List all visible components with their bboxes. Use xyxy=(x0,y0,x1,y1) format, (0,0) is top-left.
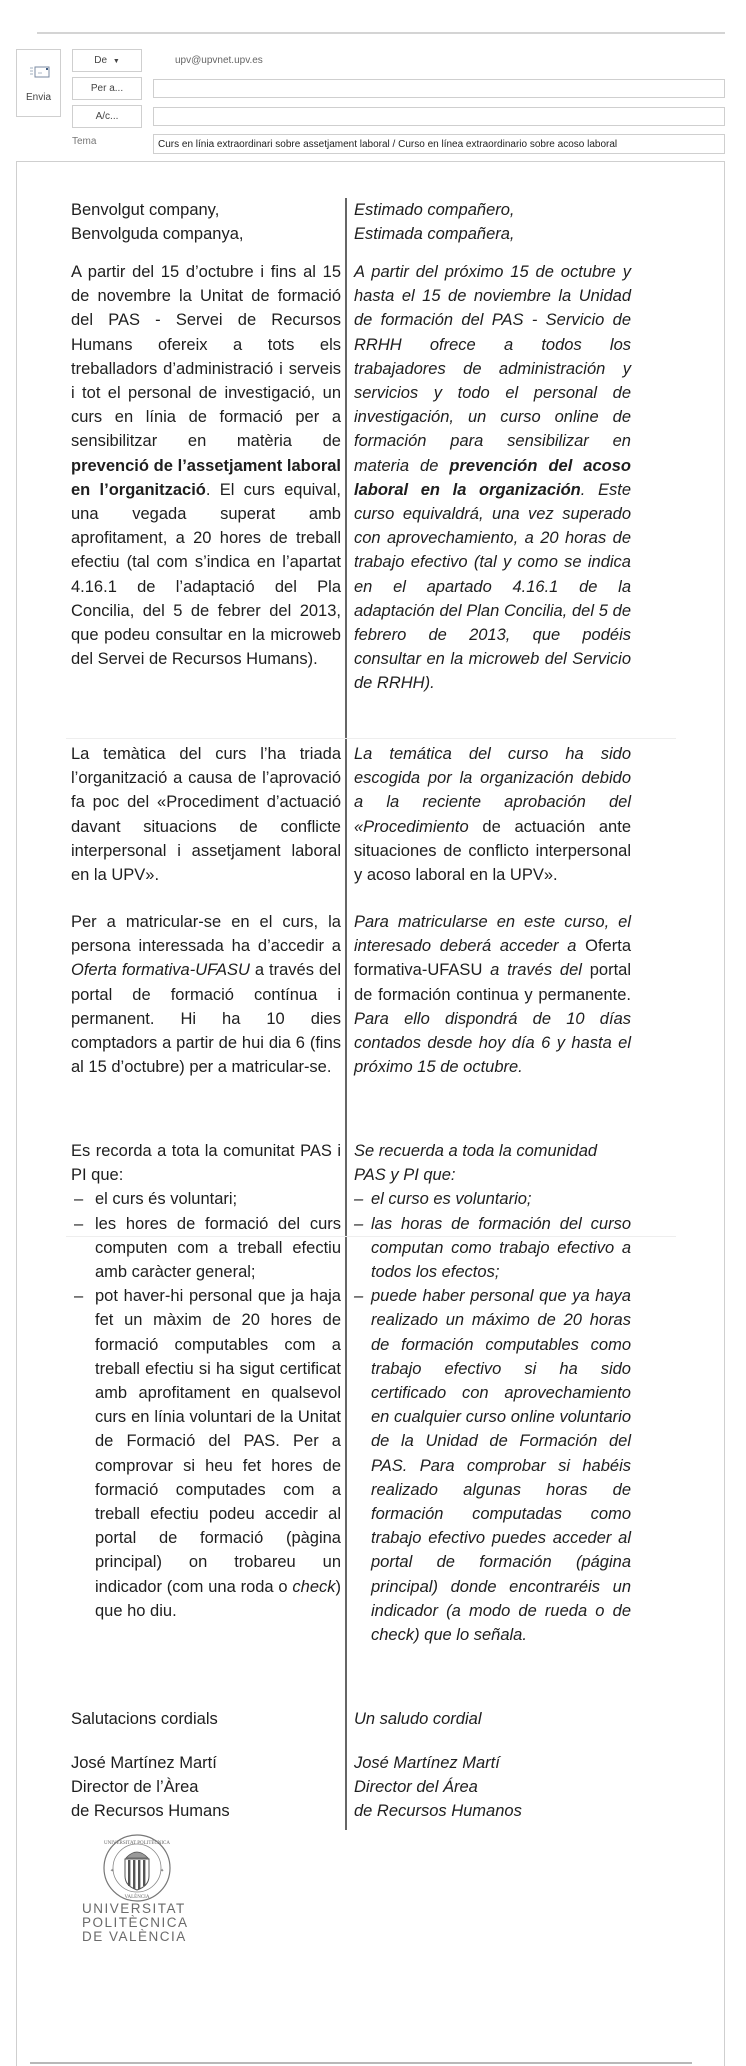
closing-es: Un saludo cordial xyxy=(354,1710,482,1728)
university-wordmark: UNIVERSITAT POLITÈCNICA DE VALÈNCIA xyxy=(82,1901,189,1944)
greeting-es xyxy=(354,198,631,246)
bold-highlight: prevención del acoso laboral en la organización xyxy=(354,456,631,499)
greeting-line: Benvolguda companya, xyxy=(71,225,244,244)
caret-down-icon: ▼ xyxy=(112,58,120,65)
signature-title: Director del Área xyxy=(354,1778,478,1797)
from-address: upv@upvnet.upv.es xyxy=(175,55,263,66)
signature-ca xyxy=(71,1751,341,1824)
signature-es xyxy=(354,1751,631,1824)
list-item: – el curso es voluntario; xyxy=(354,1187,631,1211)
send-label: Envia xyxy=(25,92,51,103)
send-envelope-icon xyxy=(30,66,50,78)
svg-text:UNIVERSITAT POLITÈCNICA: UNIVERSITAT POLITÈCNICA xyxy=(103,1841,171,1846)
cc-button[interactable] xyxy=(72,105,142,128)
paragraph-2-ca: La temàtica del curs l’ha triada l’organització a causa de l’aprovació fa poc del «Procediment d’actuació davant situacions de conflicte interpersonal i assetjament laboral en la UPV». xyxy=(71,745,341,885)
university-seal-icon xyxy=(80,1832,196,1902)
list-item: – el curs és voluntari; xyxy=(71,1187,341,1211)
greeting-line: Benvolgut company, xyxy=(71,201,220,219)
to-input[interactable] xyxy=(153,79,725,98)
dash-bullet: – xyxy=(74,1190,84,1209)
paragraph-4-ca: Es recorda a tota la comunitat PAS i PI que: – el curs és voluntari; – les hores de formació del curs computen com a treball efectiu amb caràcter general; – pot haver-hi personal que ja haja fet un màxim de 20 hores de formació computables com a treball efectiu si ha sigut certificat amb aprofitament en qualsevol curs en línia voluntari de la Unitat de Formació del PAS. Per a comprovar si heu fet hores de formació computades com a treball efectiu podeu accedir al portal de formació (pàgina principal) on trobareu un indicador (com una roda o check) que ho diu. xyxy=(71,1139,341,1623)
upv-logo xyxy=(80,1832,196,1952)
greeting-line: Estimado compañero, xyxy=(354,201,515,219)
row-separator xyxy=(66,738,676,739)
greeting-ca xyxy=(71,198,341,246)
signature-name: José Martínez Martí xyxy=(354,1754,500,1772)
signature-title: Director de l’Àrea xyxy=(71,1778,199,1797)
list-item: – pot haver-hi personal que ja haja fet un màxim de 20 hores de formació computables com a treball efectiu si ha sigut certificat amb aprofitament en qualsevol curs en línia voluntari de la Unitat de Formació del PAS. Per a comprovar si heu fet hores de formació computades com a treball efectiu podeu accedir al portal de formació (pàgina principal) on trobareu un indicador (com una roda o check) que ho diu. xyxy=(74,1287,341,1620)
top-divider xyxy=(37,32,725,34)
from-button[interactable] xyxy=(72,49,142,72)
from-button-label: De xyxy=(94,55,108,66)
closing-ca: Salutacions cordials xyxy=(71,1710,218,1728)
bottom-divider xyxy=(30,2062,692,2064)
send-button[interactable] xyxy=(16,49,61,117)
cc-input[interactable] xyxy=(153,107,725,126)
signature-name: José Martínez Martí xyxy=(71,1754,217,1772)
paragraph-1-es: A partir del próximo 15 de octubre y hasta el 15 de noviembre la Unidad de formación del PAS - Servicio de RRHH ofrece a todos los trabajadores de administración y servicios y todo el personal de investigación, un curso online de formación para sensibilizar en materia de prevención del acoso laboral en la organización. Este curso equivaldrá, una vez superado con aprovechamiento, a 20 horas de trabajo efectivo (tal y como se indica en el apartado 4.16.1 de la adaptación del Plan Concilia, del 5 de febrero de 2013, que podéis consultar en la microweb del Servicio de RRHH). xyxy=(354,263,631,693)
list-item: – las horas de formación del curso computan como trabajo efectivo a todos los efectos; xyxy=(354,1214,631,1282)
to-button-label: Per a... xyxy=(90,83,124,94)
greeting-line: Estimada compañera, xyxy=(354,225,515,244)
signature-title: de Recursos Humans xyxy=(71,1802,230,1821)
paragraph-3-es: Para matricularse en este curso, el interesado deberá acceder a Oferta formativa-UFASU a través del portal de formación continua y permanente. Para ello dispondrá de 10 días contados desde hoy día 6 y hasta el próximo 15 de octubre. xyxy=(354,913,632,1077)
svg-text:✦: ✦ xyxy=(110,1868,115,1874)
svg-text:VALÈNCIA: VALÈNCIA xyxy=(124,1895,150,1900)
column-divider xyxy=(345,198,347,1830)
cc-button-label: A/c... xyxy=(95,111,119,122)
signature-title: de Recursos Humanos xyxy=(354,1802,522,1821)
svg-text:✦: ✦ xyxy=(160,1868,165,1874)
dash-bullet: – xyxy=(354,1190,364,1209)
paragraph-2-es: La temática del curso ha sido escogida por la organización debido a la reciente aprobación del «Procedimiento de actuación ante situaciones de conflicto interpersonal y acoso laboral en la UPV». xyxy=(354,745,631,885)
bold-highlight: prevenció de l’assetjament laboral en l’organització xyxy=(71,456,341,499)
list-item: – puede haber personal que ya haya realizado un máximo de 20 horas de formación computables como trabajo efectivo si ha sido certificado con aprovechamiento en cualquier curso online voluntario de la Unidad de Formación del PAS. Para comprobar si habéis realizado algunas horas de formación computadas como trabajo efectivo puedes acceder al portal de formación (página principal) donde encontraréis un indicador (a modo de rueda o de check) que lo señala. xyxy=(354,1287,631,1645)
list-item: – les hores de formació del curs computen com a treball efectiu amb caràcter general; xyxy=(74,1214,341,1282)
paragraph-3-ca: Per a matricular-se en el curs, la persona interessada ha d’accedir a Oferta formativa-UFASU a través del portal de formació contínua i permanent. Hi ha 10 dies comptadors a partir de hui dia 6 (fins al 15 d’octubre) per a matricular-se. xyxy=(71,913,341,1077)
paragraph-4-es: Se recuerda a toda la comunidad PAS y PI que: – el curso es voluntario; – las horas de formación del curso computan como trabajo efectivo a todos los efectos; – puede haber personal que ya haya realizado un máximo de 20 horas de formación computables como trabajo efectivo si ha sido certificado con aprovechamiento en cualquier curso online voluntario de la Unidad de Formación del PAS. Para comprobar si habéis realizado algunas horas de formación computadas como trabajo efectivo puedes acceder al portal de formación (página principal) donde encontraréis un indicador (a modo de rueda o de check) que lo señala. xyxy=(354,1139,631,1647)
subject-label: Tema xyxy=(72,136,97,147)
subject-input[interactable] xyxy=(153,134,725,154)
paragraph-1-ca: A partir del 15 d’octubre i fins al 15 de novembre la Unitat de formació del PAS - Servei de Recursos Humans ofereix a tots els treballadors d’administració i serveis i tot el personal de investigació, un curs en línia de formació per a sensibilitzar en matèria de prevenció de l’assetjament laboral en l’organització. El curs equival, una vegada superat amb aprofitament, a 20 hores de treball efectiu (tal com s’indica en l’apartat 4.16.1 de l’adaptació del Pla Concilia, del 5 de febrer del 2013, que podeu consultar en la microweb del Servei de Recursos Humans). xyxy=(71,263,341,669)
to-button[interactable] xyxy=(72,77,142,100)
